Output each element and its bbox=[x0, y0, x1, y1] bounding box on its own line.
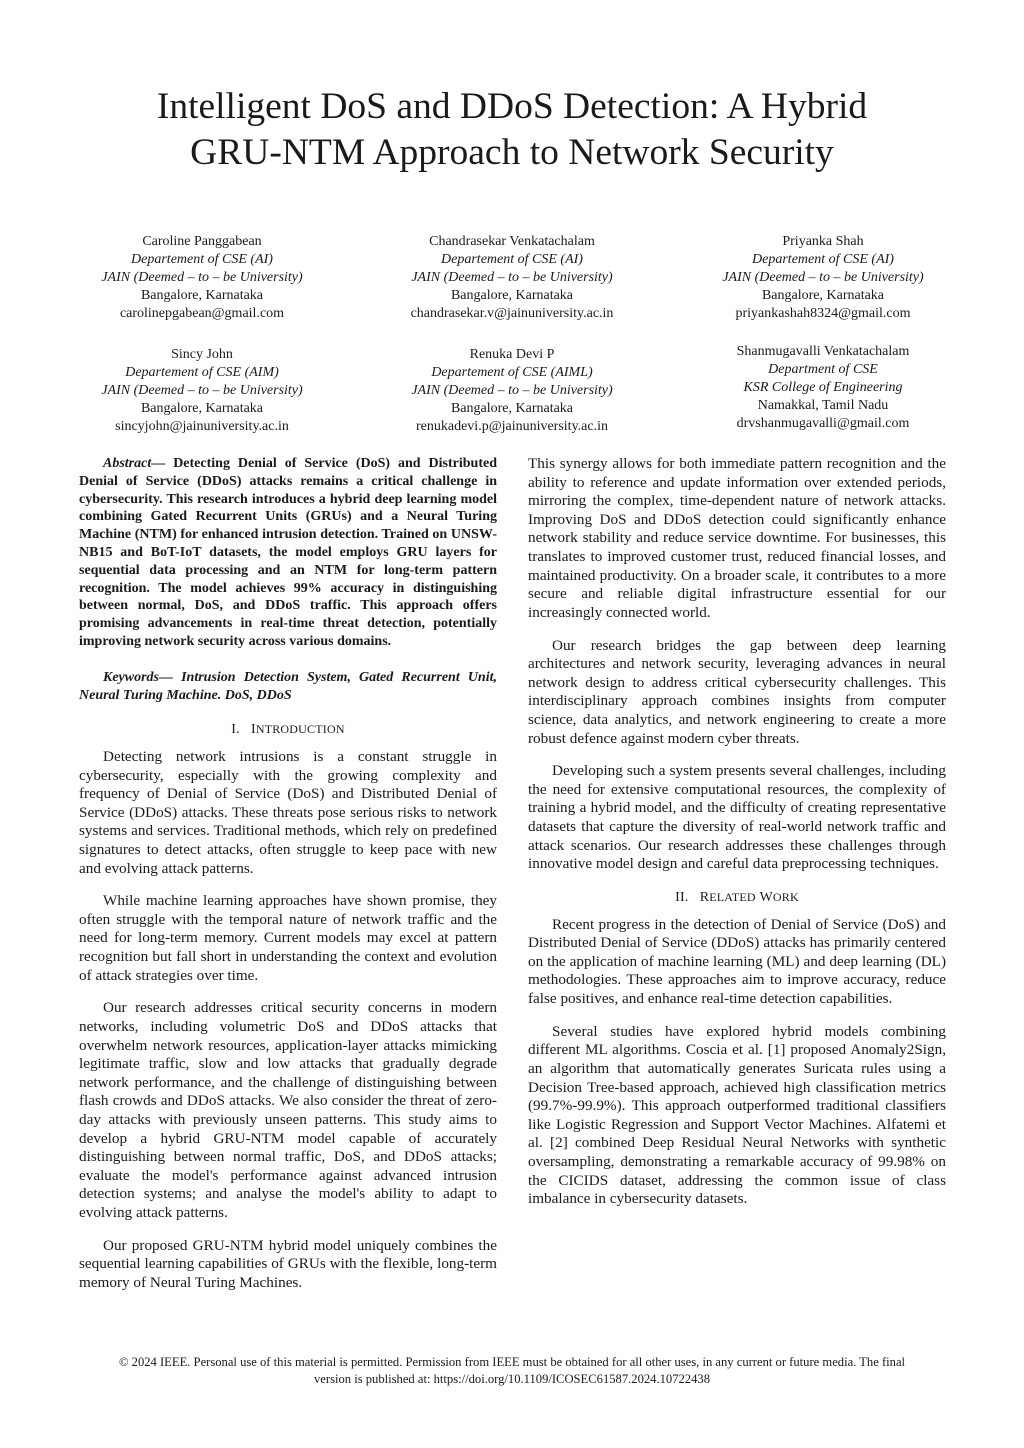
author-city: Bangalore, Karnataka bbox=[140, 401, 264, 416]
author-name: Renuka Devi P bbox=[469, 347, 555, 362]
author-institution: JAIN (Deemed – to – be University) bbox=[722, 270, 924, 285]
paragraph: Several studies have explored hybrid models combining different ML algorithms. Coscia et al. [1] proposed Anomaly2Sign, an algorithm that automatically generates Suricata rules using a Decision Tree-based approach, achieved high classification metrics (99.7%-99.9%). This approach outperformed traditional classifiers like Logistic Regression and Support Vector Machines. Alfatemi et al. [2] combined Deep Residual Neural Networks with synthetic oversampling, demonstrating a remarkable accuracy of 99.98% on the CICIDS dataset, addressing the common issue of class imbalance in cybersecurity datasets. bbox=[528, 1022, 946, 1208]
author-block bbox=[673, 233, 973, 323]
author-block bbox=[52, 346, 352, 436]
author-email: carolinepgabean@gmail.com bbox=[119, 306, 285, 321]
section-heading-related-work bbox=[528, 888, 946, 908]
author-department: Departement of CSE (AIML) bbox=[431, 365, 593, 380]
author-name: Shanmugavalli Venkatachalam bbox=[736, 344, 910, 359]
author-block bbox=[52, 233, 352, 323]
section-title-rest: NTRODUCTION bbox=[255, 722, 345, 737]
right-column bbox=[528, 455, 946, 1223]
abstract-lead: Abstract— bbox=[103, 456, 166, 471]
paragraph: Developing such a system presents several challenges, including the need for extensive computational resources, the complexity of training a hybrid model, and the difficulty of creating representative datasets that capture the diversity of real-world network traffic and attack scenarios. Our research addresses these challenges through innovative model design and careful data preprocessing techniques. bbox=[528, 762, 946, 873]
section-heading-introduction bbox=[79, 720, 497, 740]
keywords-lead: Keywords— bbox=[103, 669, 173, 685]
author-institution: JAIN (Deemed – to – be University) bbox=[411, 270, 613, 285]
author-block bbox=[362, 233, 662, 323]
author-email: renukadevi.p@jainuniversity.ac.in bbox=[416, 419, 608, 434]
paper-title bbox=[60, 84, 964, 176]
paragraph: While machine learning approaches have shown promise, they often struggle with the temporal nature of network traffic and the need for long-term memory. Current models may excel at pattern recognition but fall short in understanding the context and evolution of attack strategies over time. bbox=[79, 892, 497, 984]
author-department: Departement of CSE (AI) bbox=[752, 252, 894, 267]
paragraph: This synergy allows for both immediate pattern recognition and the ability to reference and update information over extended periods, mirroring the complex, time-dependent nature of network attacks. Improving DoS and DDoS detection could significantly enhance network stability and reduce service downtime. For businesses, this translates to improved customer trust, reduced financial losses, and maintained productivity. On a broader scale, it contributes to a more secure and reliable digital infrastructure essential for our increasingly connected world. bbox=[528, 455, 946, 621]
paragraph: Detecting network intrusions is a constant struggle in cybersecurity, especially with the growing complexity and frequency of Denial of Service (DoS) and Distributed Denial of Service (DDoS) attacks. These threats pose serious risks to network systems and services. Traditional methods, which rely on predefined signatures to detect attacks, often struggle to keep pace with new and evolving attack patterns. bbox=[79, 747, 497, 877]
author-city: Bangalore, Karnataka bbox=[450, 401, 574, 416]
author-city: Bangalore, Karnataka bbox=[450, 288, 574, 303]
author-city: Bangalore, Karnataka bbox=[140, 288, 264, 303]
section-title-rest: ELATED bbox=[709, 890, 756, 905]
keywords-text: Intrusion Detection System, Gated Recurrent Unit, Neural Turing Machine. DoS, DDoS bbox=[79, 669, 497, 703]
footer-line-1: © 2024 IEEE. Personal use of this material is permitted. Permission from IEEE must be obtained for all other uses, in any current or future media. The final bbox=[118, 1355, 906, 1369]
author-institution: JAIN (Deemed – to – be University) bbox=[101, 383, 303, 398]
section-number: I. bbox=[231, 722, 240, 738]
section-number: II. bbox=[675, 890, 689, 906]
author-department: Department of CSE bbox=[768, 362, 878, 377]
paragraph: Our research addresses critical security concerns in modern networks, including volumetric DoS and DDoS attacks that overwhelm network resources, application-layer attacks mimicking legitimate traffic, slow and low attacks that gradually degrade network performance, and the challenge of distinguishing between flash crowds and DDoS attacks. We also consider the threat of zero-day attacks with previously unseen patterns. This study aims to develop a hybrid GRU-NTM model capable of accurately distinguishing between normal traffic, DoS, and DDoS attacks; evaluate the model's performance against advanced intrusion detection systems; and analyse the model's ability to adapt to evolving attack patterns. bbox=[79, 999, 497, 1221]
author-email: sincyjohn@jainuniversity.ac.in bbox=[115, 419, 289, 434]
left-column bbox=[79, 455, 497, 1307]
author-city: Namakkal, Tamil Nadu bbox=[757, 398, 889, 413]
section-title-initial: W bbox=[759, 890, 773, 906]
author-block bbox=[362, 346, 662, 436]
author-name: Sincy John bbox=[171, 347, 233, 362]
abstract bbox=[79, 455, 497, 651]
author-name: Priyanka Shah bbox=[782, 234, 864, 249]
author-email: priyankashah8324@gmail.com bbox=[735, 306, 911, 321]
author-institution: JAIN (Deemed – to – be University) bbox=[101, 270, 303, 285]
title-line-1: Intelligent DoS and DDoS Detection: A Hybrid bbox=[156, 86, 868, 127]
author-block bbox=[673, 343, 973, 433]
section-title-initial: I bbox=[250, 722, 256, 738]
keywords bbox=[79, 669, 497, 705]
section-title-initial: R bbox=[699, 890, 710, 906]
title-line-2: GRU-NTM Approach to Network Security bbox=[190, 132, 834, 173]
abstract-text: Detecting Denial of Service (DoS) and Distributed Denial of Service (DDoS) attacks remains a critical challenge in cybersecurity. This research introduces a hybrid deep learning model combining Gated Recurrent Units (GRUs) and a Neural Turing Machine (NTM) for enhanced intrusion detection. Trained on UNSW-NB15 and BoT-IoT datasets, the model employs GRU layers for sequential data processing and an NTM for long-term pattern recognition. The model achieves 99% accuracy in distinguishing between normal, DoS, and DDoS traffic. This approach offers promising advancements in real-time threat detection, potentially improving network security across various domains. bbox=[79, 456, 497, 649]
paragraph: Our research bridges the gap between deep learning architectures and network security, leveraging advances in neural network design to address critical cybersecurity challenges. This interdisciplinary approach combines insights from computer science, data analytics, and network engineering to create a more robust defence against modern cyber threats. bbox=[528, 636, 946, 747]
copyright-footer bbox=[60, 1354, 964, 1387]
footer-line-2: version is published at: https://doi.org/10.1109/ICOSEC61587.2024.10722438 bbox=[313, 1371, 710, 1386]
author-institution: KSR College of Engineering bbox=[743, 380, 903, 395]
author-name: Caroline Panggabean bbox=[142, 234, 262, 249]
author-department: Departement of CSE (AI) bbox=[131, 252, 273, 267]
author-email: chandrasekar.v@jainuniversity.ac.in bbox=[410, 306, 614, 321]
section-title-rest: ORK bbox=[772, 890, 799, 905]
author-department: Departement of CSE (AIM) bbox=[125, 365, 279, 380]
author-email: drvshanmugavalli@gmail.com bbox=[736, 416, 910, 431]
paragraph: Recent progress in the detection of Denial of Service (DoS) and Distributed Denial of Service (DDoS) attacks has primarily centered on the application of machine learning (ML) and deep learning (DL) methodologies. These approaches aim to improve accuracy, reduce false positives, and enhance real-time detection capabilities. bbox=[528, 915, 946, 1007]
author-department: Departement of CSE (AI) bbox=[441, 252, 583, 267]
author-institution: JAIN (Deemed – to – be University) bbox=[411, 383, 613, 398]
author-name: Chandrasekar Venkatachalam bbox=[429, 234, 595, 249]
author-city: Bangalore, Karnataka bbox=[761, 288, 885, 303]
paragraph: Our proposed GRU-NTM hybrid model uniquely combines the sequential learning capabilities of GRUs with the flexible, long-term memory of Neural Turing Machines. bbox=[79, 1236, 497, 1291]
